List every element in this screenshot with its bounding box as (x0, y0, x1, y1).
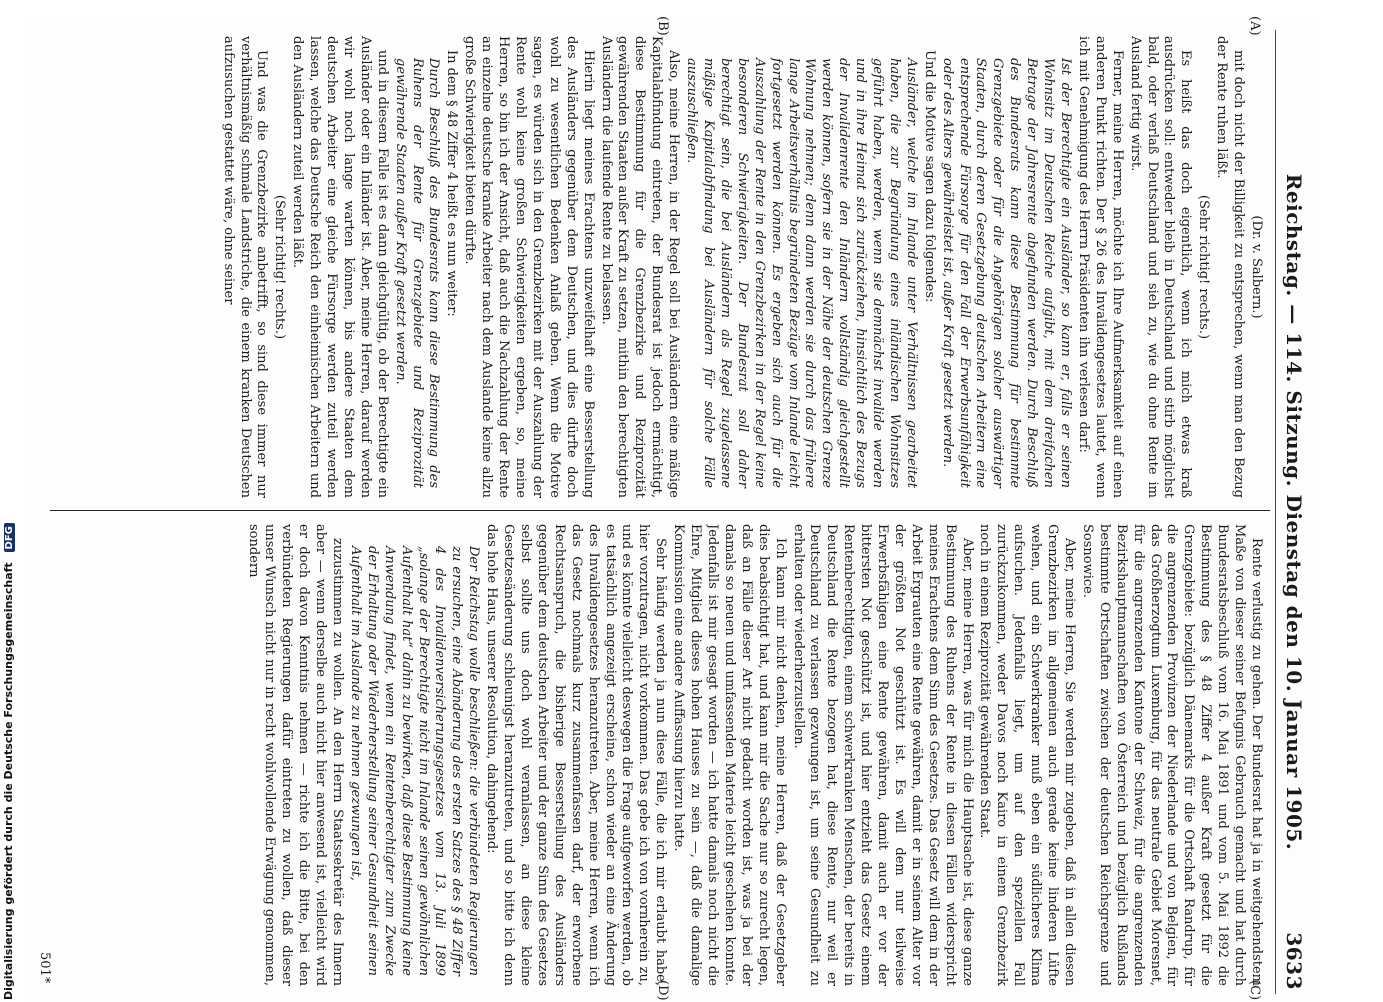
left-column-paragraph: Und die Motive sagen dazu folgendes: (921, 50, 937, 303)
left-column-paragraph: (Dr. v. Salbern.) (1249, 215, 1264, 319)
margin-marker-c: (C) (1247, 980, 1262, 1001)
left-column-paragraph: (Sehr richtig! rechts.) (272, 194, 288, 340)
left-column-paragraph: Und was die Grenzbezirke anbetrifft, so sind diese immer nur verhältnismäßig schmale Landstriche, die einem kranken Deutschen aufzusuchen gestattet wäre, ohne seiner (220, 36, 270, 498)
left-column-paragraph: Also, meine Herren, in der Regel soll bei Ausländern eine mäßige Kapitalabfindung eintreten, der Bundesrat ist jedoch ermächtigt, diese Bestimmung für die Grenzbezirke und Reziprozität gewährenden Staaten außer Kraft zu setzen, mithin den berechtigten Ausländern die laufende Rente zu belassen. (598, 36, 682, 498)
margin-marker-d: (D) (655, 980, 670, 1001)
header-rule (1275, 30, 1276, 994)
left-column-paragraph: und in diesem Falle ist es dann gleichgültig, ob der Berechtigte ein Ausländer oder ein Inländer ist. Aber, meine Herren, darauf werden wir wohl noch lange warten können, bis andere Staaten dem deutschen Arbeiter eine gleiche Fürsorge werden zuteil werden lassen, welche das Deutsche Reich den einheimischen Arbeitern und den Ausländern zuteil werden läßt. (290, 36, 390, 498)
right-column-paragraph: Ich kann mir nicht denken, meine Herren, daß der Gesetzgeber dies beabsichtigt hat, und kann mir die Sache nur so zurecht legen, daß an Fälle dieser Art nicht gedacht worden ist, was ja bei der damals so neuen und umfassenden Materie leicht geschehen konnte. Jedenfalls ist mir gesagt worden — ich hatte damals noch nicht die Ehre, Mitglied dieses hohen Hauses zu sein —, daß die damalige Kommission eine andere Auffassung hierzu hatte. (671, 524, 788, 986)
left-column-paragraph: Ferner, meine Herren, möchte ich Ihre Aufmerksamkeit auf einen anderen Punkt richten. Der § 26 des Invalidengesetzes lautet, wenn ich mit Genehmigung des Herrn Präsidenten ihn verlesen darf: (1075, 36, 1125, 498)
left-column (54, 36, 1264, 498)
right-column-paragraph: zuzustimmen zu wollen. An den Herrn Staatssekretär des Innern aber — wenn derselbe auch nicht hier anwesend ist, vielleicht wird er doch davon Kenntnis nehmen — richte ich die Bitte, bei den verbündeten Regierungen dafür eintreten zu wollen, daß dieser unser Wunsch nicht nur in recht wohlwollende Erwägung genommen, sondern (245, 524, 346, 986)
margin-marker-b: (B) (655, 16, 670, 36)
left-column-paragraph: Durch Beschluß des Bundesrats kann diese Bestimmung des Ruhens der Rente für Grenzgebiete und Reziprozität gewährende Staaten außer Kraft gesetzt werden. (392, 58, 442, 488)
right-column-paragraph: Aber, meine Herren, was für mich die Hauptsache ist, diese ganze Bestimmung des Ruhens der Rente in diesen Fällen widerspricht meines Erachtens dem Sinn des Gesetzes. Das Gesetz will dem in der Arbeit Ergrauten eine Rente gewähren, damit er in seinem Alter vor der größten Not geschützt ist. Es will dem nur teilweise Erwerbsfähigen eine Rente gewähren, damit auch er vor der bittersten Not geschützt ist, und hier entzieht das Gesetz einem Rentenberechtigten, einem schwerkranken Menschen, der bereits in Deutschland die Rente bezogen hat, diese Rente, nur weil er Deutschland zu verlassen gezwungen ist, um seine Gesundheit zu erhalten oder wiederherzustellen. (790, 524, 975, 986)
left-column-paragraph: Es heißt das doch eigentlich, wenn ich mich etwas kraß ausdrücken soll: entweder bleib in Deutschland und stirb möglichst bald, oder verlaß Deutschland und sieh zu, wie du ohne Rente im Ausland fertig wirst. (1127, 36, 1194, 498)
right-column-paragraph: Aber, meine Herren, Sie werden mir zugeben, daß in allen diesen Grenzbezirken im allgemeinen auch gerade keine linderen Lüfte wehen, und ein Schwerkranker muß eben ein südlicheres Klima aufsuchen. Jedenfalls liegt, um auf den speziellen Fall zurückzukommen, weder Davos noch Kairo in einem Grenzbezirk noch in einem Reziprozität gewährenden Staat. (977, 524, 1078, 986)
rotated-document-page (30, 16, 1320, 1002)
right-column-paragraph: Sehr häufig werden ja nun diese Fälle, die ich mir erlaubt habe, hier vorzutragen, nicht vorkommen. Das gebe ich von vornherein zu, und es könnte vielleicht deswegen die Frage aufgeworfen werden, ob es tatsächlich angezeigt erscheine, schon wieder an eine Änderung des Invalidengesetzes heranzutreten. Aber, meine Herren, wenn ich das Gesetz nochmals kurz zusammenfassen darf, der erworbene Rechtsanspruch, die bisherige Besserstellung des Ausländers gegenüber dem deutschen Arbeiter und der ganze Sinn des Gesetzes selbst sollte uns doch wohl veranlassen, an diese kleine Gesetzesänderung schleunigst heranzutreten, und so bitte ich denn das hohe Haus, unserer Resolution, dahingehend: (484, 524, 669, 986)
page-title: Reichstag. — 114. Sitzung. Dienstag den 10. Januar 1905. (1282, 173, 1306, 851)
right-column (54, 524, 1264, 986)
left-column-paragraph: mit doch nicht der Billigkeit zu entsprechen, wenn man den Bezug der Rente ruhen läßt. (1214, 36, 1247, 498)
left-column-paragraph: Ausländer, welche im Inlande unter Verhältnissen gearbeitet haben, die zur Begründung eines inländischen Wohnsitzes geführt haben, werden, wenn sie demnächst invalide werden und in ihre Heimat sich zurückziehen, hinsichtlich des Bezugs der Invalidenrente den Inländern vollständig gleichgestellt werden können, sofern sie in der Nähe der deutschen Grenze Wohnung nehmen; denn dann werden sie durch das frühere lange Arbeitsverhältnis begründeten Bezüge vom Inlande leicht fortgesetzt werden können. Es ergeben sich auch für die Auszahlung der Rente in den Grenzbezirken in der Regel keine besonderen Schwierigkeiten. Der Bundesrat soll daher berechtigt sein, die bei Ausländern als Regel zugelassene mäßige Kapitalabfindung bei Ausländern für solche Fälle auszuschließen. (684, 58, 919, 488)
right-column-paragraph: Rente verlustig zu gehen. Der Bundesrat hat ja in weitgehendstem Maße von dieser seiner Befugnis Gebrauch gemacht und hat durch Bundesratsbeschluß vom 16. Mai 1891 und vom 5. Mai 1892 die Bestimmung des § 48 Ziffer 4 außer Kraft gesetzt für die Grenzgebiete: bezüglich Dänemarks für die Ortschaft Randrup, für die angrenzenden Provinzen der Niederlande und von Belgien, für das Großherzogtum Luxemburg, für das neutrale Gebiet Moresnet, für die angrenzenden Kantone der Schweiz, für die angrenzenden Bezirkshauptmannschaften von Österreich und bezüglich Rußlands bestimmte Ortschaften zwischen der deutschen Reichsgrenze und Sosnowice. (1079, 524, 1264, 986)
margin-marker-a: (A) (1247, 16, 1262, 36)
dfg-logo: DFG (4, 523, 15, 552)
column-divider (50, 510, 1270, 511)
page-header (1272, 22, 1306, 1002)
left-column-paragraph: In dem § 48 Ziffer 4 heißt es nun weiter: (444, 50, 460, 317)
signature-mark: 501* (37, 952, 52, 984)
right-column-paragraph: Der Reichstag wolle beschließen: die verbündeten Regierungen zu ersuchen, eine Abänderung des ersten Satzes des § 48 Ziffer 4 des Invalidenversicherungsgesetzes vom 13. Juli 1899 „solange der Berechtigte nicht im Inlande seinen gewöhnlichen Aufenthalt hat“ dahin zu bewirken, daß diese Bestimmung keine Anwendung findet, wenn ein Rentenberechtigter zum Zwecke der Erhaltung oder Wiederherstellung seiner Gesundheit seinen Aufenthalt im Auslande zu nehmen gezwungen ist, (347, 546, 482, 976)
digitization-credit (2, 523, 15, 1000)
page-number: 3633 (1282, 932, 1306, 990)
left-column-paragraph: (Sehr richtig! rechts.) (1196, 194, 1212, 340)
credit-text: Digitalisierung gefördert durch die Deutsche Forschungsgemeinschaft (2, 562, 15, 1000)
left-column-paragraph: Ist der Berechtigte ein Ausländer, so kann er, falls er seinen Wohnsitz im Deutschen Reiche aufgibt, mit dem dreifachen Betrage der Jahresrente abgefunden werden. Durch Beschluß des Bundesrats kann diese Bestimmung für bestimmte Grenzgebiete oder für die Angehörigen solcher auswärtiger Staaten, durch deren Gesetzgebung deutschen Arbeitern eine entsprechende Fürsorge für den Fall der Erwerbsunfähigkeit oder des Alters gewährleistet ist, außer Kraft gesetzt werden. (939, 58, 1074, 488)
left-column-paragraph: Hierin liegt meines Erachtens unzweifelhaft eine Besserstellung des Ausländers gegenüber dem Deutschen, und dies dürfte doch wohl zu wesentlichen Bedenken Anlaß geben. Wenn die Motive sagen, es würden sich in den Grenzbezirken mit der Auszahlung der Rente wohl keine großen Schwierigkeiten ergeben, so, meine Herren, so bin ich der Ansicht, daß auch die Nachzahlung der Rente an einzelne deutsche kranke Arbeiter nach dem Auslande keine allzu große Schwierigkeit bieten dürfte. (462, 36, 596, 498)
